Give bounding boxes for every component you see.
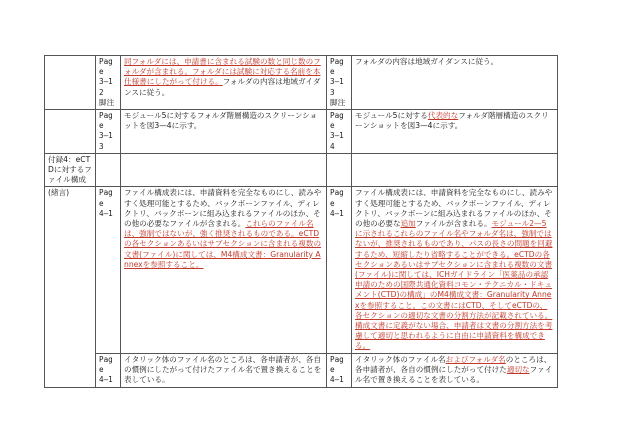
comparison-table	[44, 55, 558, 388]
old-page-ref: Page 4—1	[96, 187, 121, 353]
new-text	[352, 187, 558, 353]
new-page-ref: Page 3—14	[327, 110, 352, 154]
new-text: フォルダの内容は地域ガイダンスに従う。	[352, 56, 558, 110]
old-text: モジュール5に対するフォルダ階層構造のスクリーンショットを図3—4に示す。	[121, 110, 327, 154]
section-cell	[45, 110, 96, 154]
new-text	[352, 353, 558, 387]
old-text-plain: ファイル構成表には、申請資料を完全なものにし、読みやすく処理可能とするため、バックボーンファイル、ディレクトリ、バックボーンに組み込まれるファイルのほか、その他の必要なファイルが含まれる。	[124, 188, 322, 229]
table-row	[45, 153, 558, 187]
new-text-plain: イタリック体のファイル名	[355, 354, 446, 364]
old-page-ref: Page 3—13	[96, 110, 121, 154]
old-text-changed: フォルダが含まれる。フォルダには試験に対応する名前	[124, 57, 321, 77]
old-text-changed: これらのファイル名は、強制ではないが、強く推奨されるものである。eCTDの各セクションあるいはサブセクションに含まれる複数の文書(ファイル)に関しては、M4構成文書：Granularity Annexを参照すること。	[124, 219, 322, 269]
old-page-ref: Page 4—1	[96, 353, 121, 387]
old-page-ref: Page 3—12 脚注	[96, 56, 121, 110]
table-row	[45, 187, 558, 353]
new-text	[352, 110, 558, 154]
new-text-plain: フォルダ階層構造のスクリーンショットを図3—4に示す。	[355, 111, 549, 131]
new-text-added: 適切な	[506, 364, 530, 374]
old-text	[121, 56, 327, 110]
new-text-plain: ファイル名で置き換えることを表している。	[355, 364, 553, 385]
old-text-changed: 同フォルダには、申請書に含まれる試験の数と同じ数の	[124, 57, 314, 66]
new-text-added: 追加	[400, 219, 416, 229]
section-cell	[45, 56, 96, 110]
old-text-plain: フォルダの内容は地域ガイダンスに従う。	[124, 77, 321, 97]
new-text-plain: ファイルが含まれる。	[415, 219, 492, 229]
old-text: イタリック体のファイル名のところは、各申請者が、各自の慣例にしたがって付けたファイル名で置き換えることを表している。	[121, 353, 327, 387]
new-page-ref: Page 3—13 脚注	[327, 56, 352, 110]
table-row	[45, 56, 558, 110]
table-row	[45, 353, 558, 387]
section-heading: 付録4：eCTDに対するファイル構成	[45, 153, 96, 187]
new-text-added: 代表的な	[427, 111, 459, 121]
new-text-added: およびフォルダ名	[445, 354, 506, 364]
old-text-changed: を本仕様書にしたがって付ける。	[124, 67, 321, 87]
new-page-ref: Page 4—1	[327, 187, 352, 353]
new-text-plain: ファイル構成表には、申請資料を完全なものにし、読みやすく処理可能とするため、バックボーンファイル、ディレクトリ、バックボーンに組み込まれるファイルのほか、その他の必要な	[355, 188, 553, 229]
new-text-added: モジュール2—5に示されるこれらのファイル名やフォルダ名は、強制ではないが、推奨されるものであり、パスの長さの問題を回避するため、短縮したり省略することができる。eCTDの各セクションあるいはサブセクションに含まれる複数の文書(ファイル)に関しては、ICHガイドライン「医薬品の承認申請のための国際共通化資料コモン・テクニカル・ドキュメント(CTD)の構成」のM4構成文書：Granularity Annexを参照すること。この文書にはCTD、そしてeCTDの、各セクションの適切な文書の分割方法が記載されている。構成文書に定義がない場合、申請者は文書の分割方法を考慮して適切と思われるように自由に申請資料を構成できる。	[355, 219, 553, 351]
new-text-plain: のところは、各申請者が、各自の慣例にしたがって付けた	[355, 354, 552, 374]
section-label: (緒言)	[45, 187, 96, 387]
new-text-plain: モジュール5に対する	[355, 111, 428, 121]
new-page-ref: Page 4—1	[327, 353, 352, 387]
old-text	[121, 187, 327, 353]
table-row	[45, 110, 558, 154]
